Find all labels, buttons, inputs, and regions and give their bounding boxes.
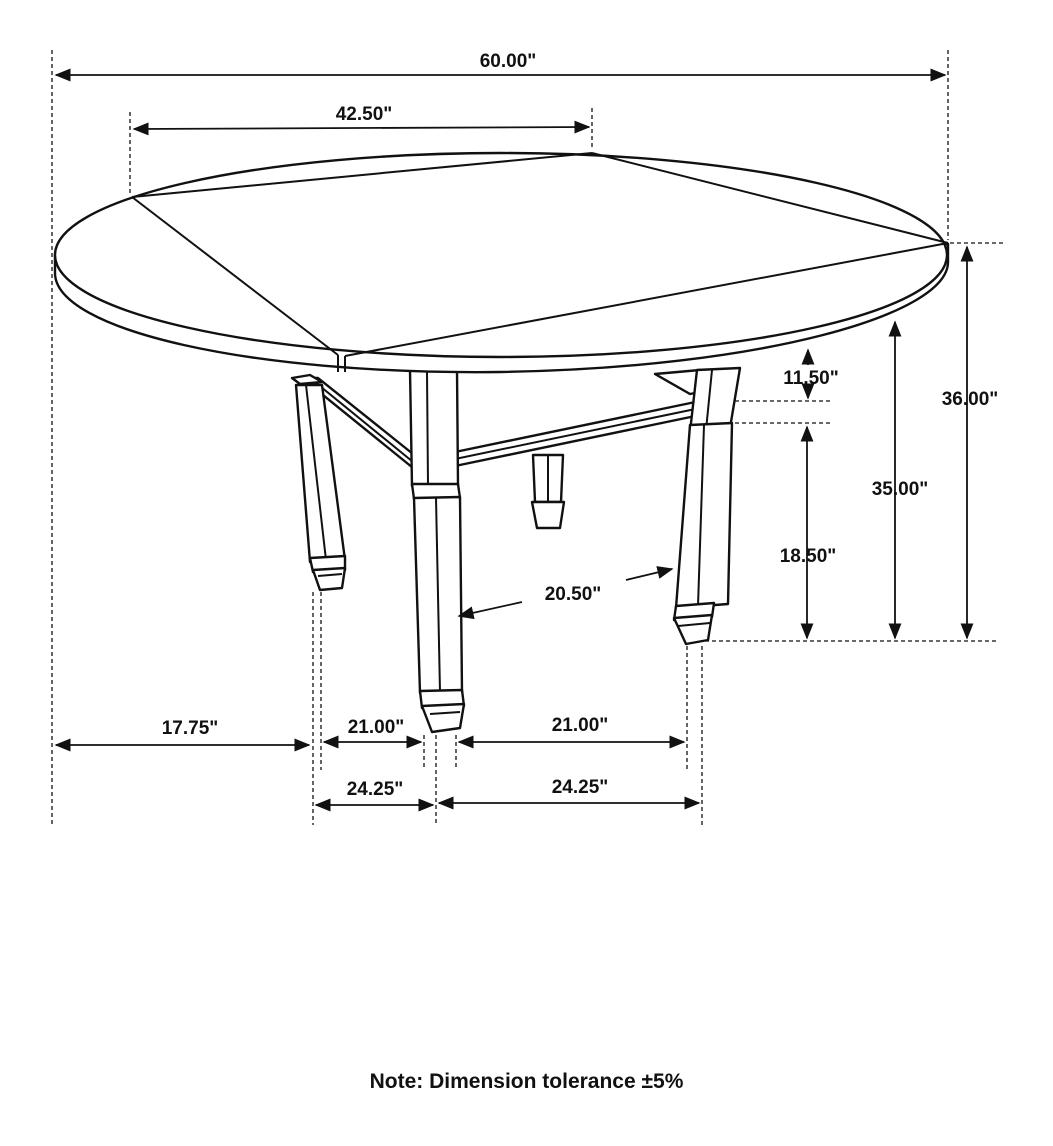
- leg-front: [410, 370, 464, 732]
- arrow-leaf-width: [134, 127, 589, 129]
- label-inner-leg-left: 21.00": [347, 717, 405, 738]
- arrow-diagonal-left: [459, 602, 522, 616]
- label-apron-height: 11.50": [783, 368, 839, 389]
- label-outer-leg-right: 24.25": [551, 777, 609, 798]
- label-outer-leg-left: 24.25": [346, 779, 404, 800]
- label-stretcher-height: 18.50": [779, 546, 837, 567]
- table-illustration: [55, 153, 948, 732]
- label-leg-span-diagonal: 20.50": [544, 584, 602, 605]
- arrow-diagonal-right: [626, 569, 672, 580]
- label-overhang: 17.75": [161, 718, 219, 739]
- leg-back-right: [532, 455, 564, 528]
- stretchers: [302, 370, 705, 472]
- label-overall-width: 60.00": [479, 51, 537, 72]
- label-overall-height: 36.00": [941, 389, 999, 410]
- label-leaf-width: 42.50": [335, 104, 393, 125]
- label-inner-leg-right: 21.00": [551, 715, 609, 736]
- label-top-to-floor: 35.00": [871, 479, 929, 500]
- table-top: [55, 153, 948, 372]
- tolerance-note: Note: Dimension tolerance ±5%: [369, 1070, 684, 1093]
